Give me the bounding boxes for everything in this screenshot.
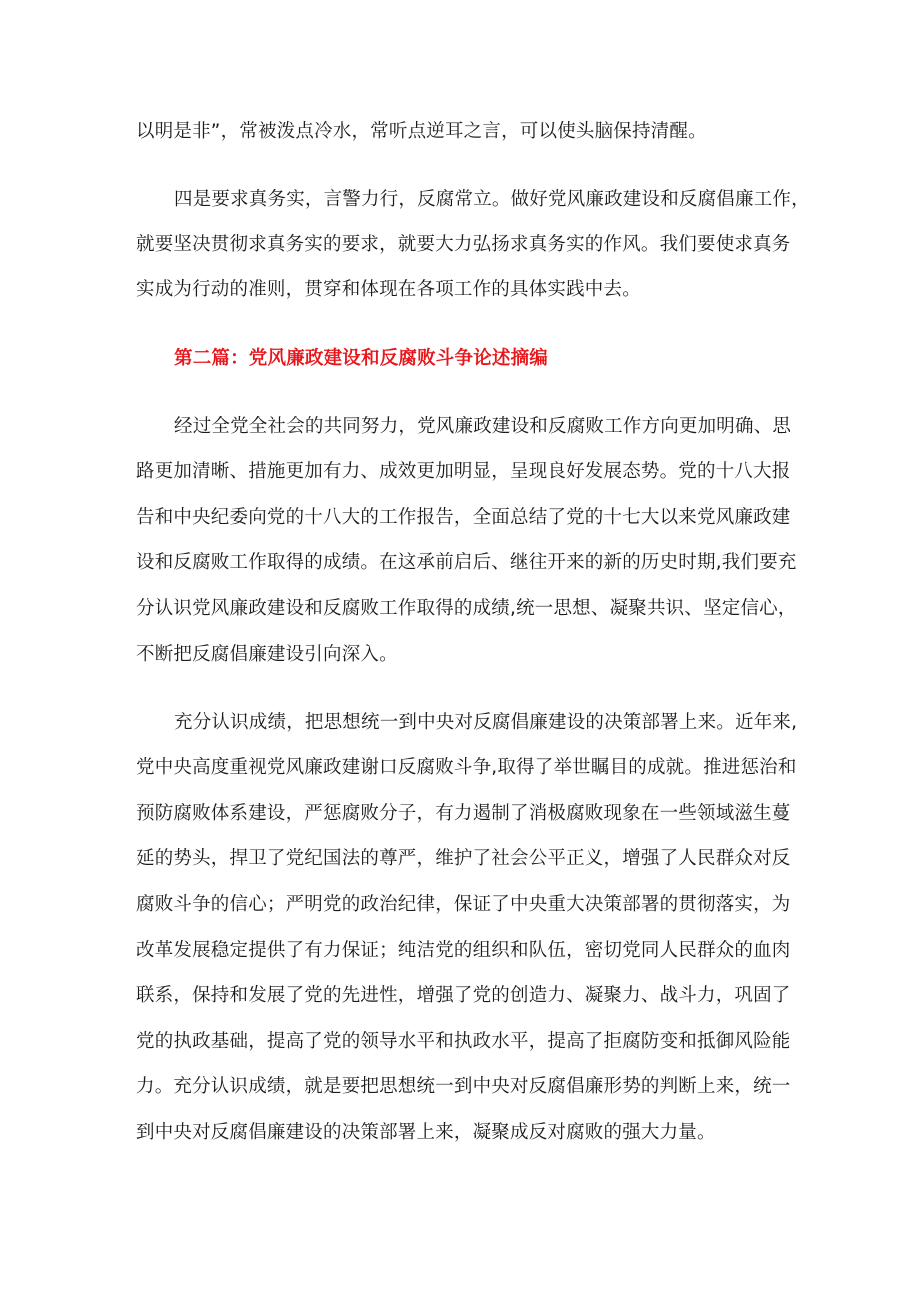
text-line: 党的执政基础，提高了党的领导水平和执政水平，提高了拒腐防变和抵御风险能 [136,1031,791,1052]
text-line: 延的势头，捍卫了党纪国法的尊严，维护了社会公平正义，增强了人民群众对反 [136,848,791,869]
text-line: 力。充分认识成绩，就是要把思想统一到中央对反腐倡廉形势的判断上来，统一 [136,1076,791,1097]
text-line: 改革发展稳定提供了有力保证；纯洁党的组织和队伍，密切党同人民群众的血肉 [136,940,791,961]
text-line: 预防腐败体系建设，严惩腐败分子，有力遏制了消极腐败现象在一些领域滋生蔓 [136,803,791,824]
text-line: 分认识党风廉政建设和反腐败工作取得的成绩,统一思想、凝聚共识、坚定信心， [136,598,797,619]
text-line: 联系，保持和发展了党的先进性，增强了党的创造力、凝聚力、战斗力，巩固了 [136,985,791,1006]
text-line: 不断把反腐倡廉建设引向深入。 [136,644,398,665]
text-line: 以明是非”，常被泼点冷水，常听点逆耳之言，可以使头脑保持清醒。 [136,121,707,142]
text-line: 路更加清晰、措施更加有力、成效更加明显，呈现良好发展态势。党的十八大报 [136,461,791,482]
text-line: 实成为行动的准则，贯穿和体现在各项工作的具体实践中去。 [136,279,641,300]
text-line: 告和中央纪委向党的十八大的工作报告，全面总结了党的十七大以来党风廉政建 [136,507,791,528]
text-line: 到中央对反腐倡廉建设的决策部署上来，凝聚成反对腐败的强大力量。 [136,1122,716,1143]
text-line: 腐败斗争的信心；严明党的政治纪律，保证了中央重大决策部署的贯彻落实，为 [136,894,791,915]
text-line: 充分认识成绩，把思想统一到中央对反腐倡廉建设的决策部署上来。近年来, [174,712,798,733]
text-line: 设和反腐败工作取得的成绩。在这承前启后、继往开来的新的历史时期,我们要充 [136,552,797,573]
text-line: 经过全党全社会的共同努力，党风廉政建设和反腐败工作方向更加明确、思 [174,416,792,437]
text-line: 就要坚决贯彻求真务实的要求，就要大力弘扬求真务实的作风。我们要使求真务 [136,234,791,255]
text-line: 党中央高度重视党风廉政建谢口反腐败斗争,取得了举世瞩目的成就。推进惩治和 [136,757,797,778]
text-line: 四是要求真务实，言警力行，反腐常立。做好党风廉政建设和反腐倡廉工作， [174,189,810,210]
section-heading: 第二篇：党风廉政建设和反腐败斗争论述摘编 [174,348,549,369]
